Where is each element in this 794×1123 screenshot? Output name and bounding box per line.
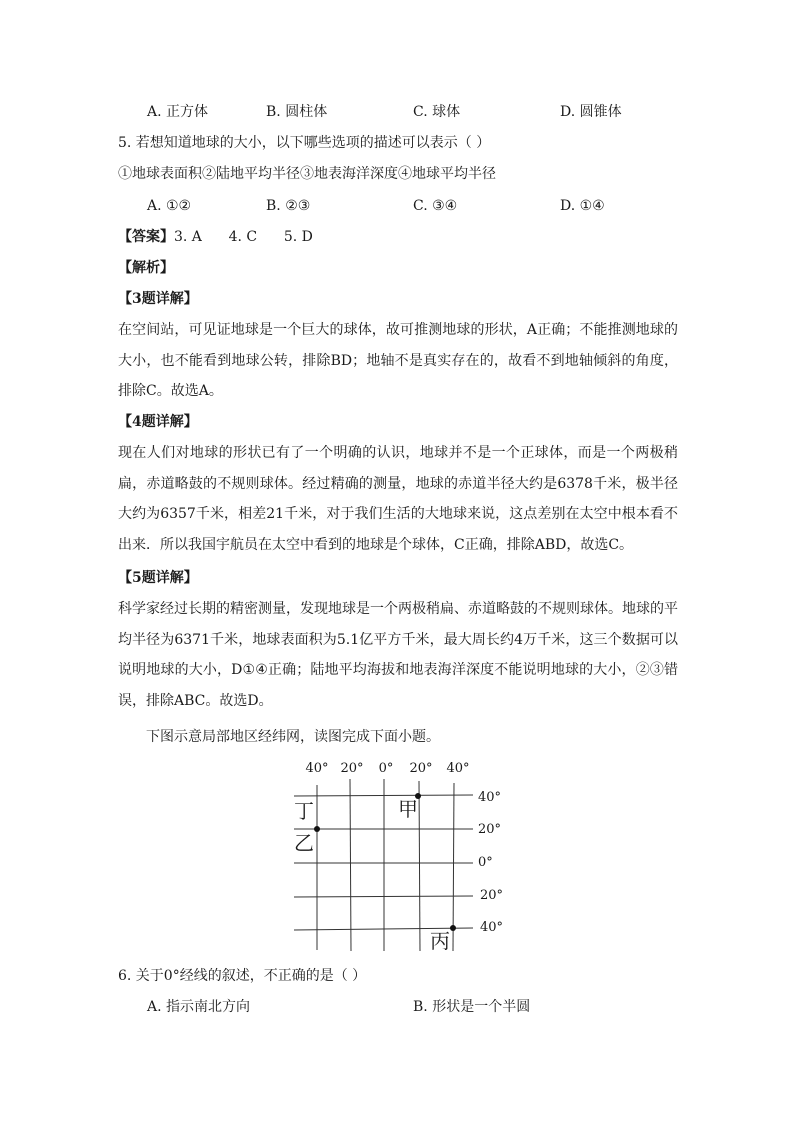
q6-option-b: B. 形状是一个半圆	[413, 999, 531, 1015]
q5-stem: 5. 若想知道地球的大小，以下哪些选项的描述可以表示（ ）	[118, 135, 491, 151]
lat-label: 20°	[478, 822, 502, 837]
q5-option-c: C. ③④	[413, 198, 458, 214]
lon-label: 20°	[409, 761, 433, 776]
q4-option-c: C. 球体	[413, 104, 461, 120]
point-bing-label: 丙	[430, 929, 450, 953]
lon-label: 40°	[446, 761, 470, 776]
lon-label: 20°	[340, 761, 364, 776]
lat-label: 40°	[480, 920, 504, 935]
analysis-label: 【解析】	[118, 260, 174, 276]
graticule-lines	[294, 779, 473, 951]
meridian-line	[350, 779, 351, 951]
q4-option-b: B. 圆柱体	[266, 104, 328, 120]
answer-label: 【答案】	[118, 229, 174, 245]
s4-body: 现在人们对地球的形状已有了一个明确的认识，地球并不是一个正球体，而是一个两极稍扁，赤道略鼓的不规则球体。经过精确的测量，地球的赤道半径大约是6378千米，极半径大约为6357千米，相差21千米，对于我们生活的大地球来说，这点差别在太空中根本看不出来．所以我国宇航员在太空中看到的地球是个球体，C正确，排除ABD，故选C。	[118, 445, 678, 553]
lat-label: 40°	[478, 790, 502, 805]
lon-label: 40°	[305, 761, 329, 776]
q4-option-d: D. 圆锥体	[560, 104, 622, 120]
point-yi-label: 乙	[294, 831, 314, 855]
point-ding-label: 丁	[294, 799, 314, 823]
meridian-line	[419, 781, 420, 951]
lon-label: 0°	[378, 761, 394, 776]
s4-heading: 【4题详解】	[118, 414, 198, 430]
q4-option-a: A. 正方体	[147, 104, 209, 120]
q6-option-a: A. 指示南北方向	[147, 999, 251, 1015]
q5-option-b: B. ②③	[266, 198, 311, 214]
q5-option-d: D. ①④	[560, 198, 605, 214]
q5-option-a: A. ①②	[147, 198, 192, 214]
graticule-map	[280, 755, 510, 955]
point-bing-marker	[450, 925, 456, 931]
parallel-line	[294, 896, 473, 897]
answer-text: 3. A 4. C 5. D	[174, 229, 313, 245]
point-yi-marker	[314, 826, 320, 832]
q5-items: ①地球表面积②陆地平均半径③地表海洋深度④地球平均半径	[118, 166, 496, 182]
point-jia-label: 甲	[398, 797, 418, 821]
lat-label: 20°	[480, 888, 504, 903]
map-intro: 下图示意局部地区经纬网，读图完成下面小题。	[146, 729, 440, 745]
lat-label: 0°	[478, 855, 493, 870]
answer-line	[118, 227, 313, 247]
q6-stem: 6. 关于0°经线的叙述，不正确的是（ ）	[118, 968, 367, 984]
s5-body: 科学家经过长期的精密测量，发现地球是一个两极稍扁、赤道略鼓的不规则球体。地球的平均半径为6371千米，地球表面积为5.1亿平方千米，最大周长约4万千米，这三个数据可以说明地球的大小，D①④正确；陆地平均海拔和地表海洋深度不能说明地球的大小，②③错误，排除ABC。故选D。	[118, 601, 678, 709]
s5-heading: 【5题详解】	[118, 570, 198, 586]
parallel-line	[294, 795, 473, 796]
s3-body: 在空间站，可见证地球是一个巨大的球体，故可推测地球的形状，A正确；不能推测地球的大小，也不能看到地球公转，排除BD；地轴不是真实存在的，故看不到地轴倾斜的角度，排除C。故选A。	[118, 322, 678, 399]
s3-heading: 【3题详解】	[118, 291, 198, 307]
